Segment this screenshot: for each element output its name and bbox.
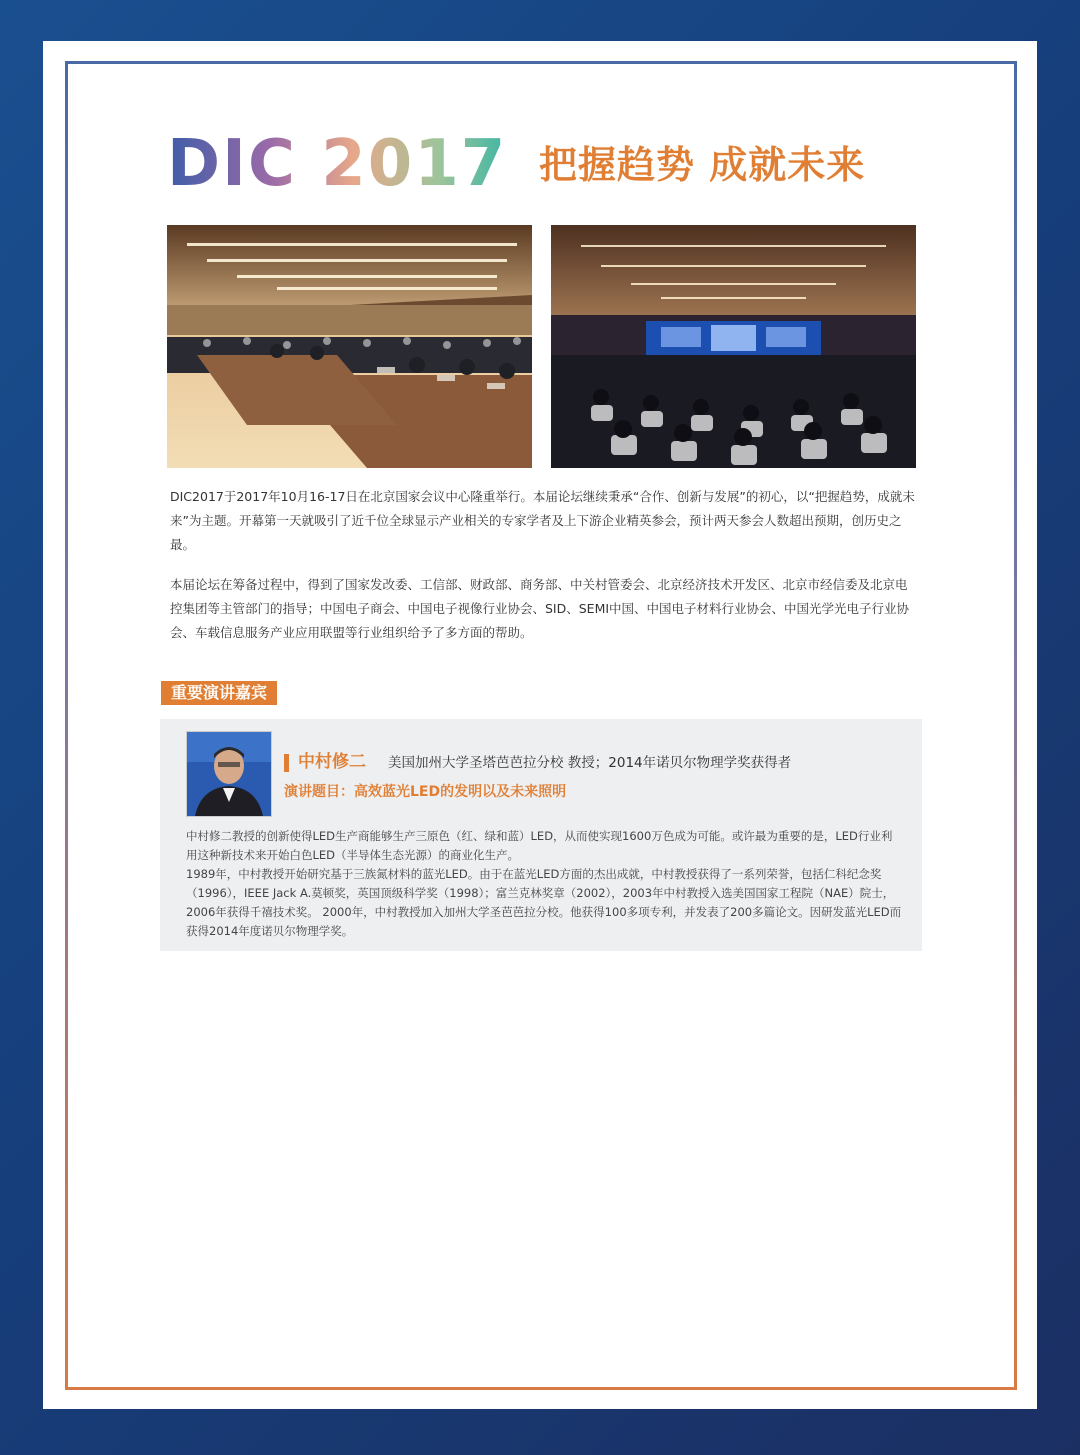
intro-paragraph-1: DIC2017于2017年10月16-17日在北京国家会议中心隆重举行。本届论坛继续秉承“合作、创新与发展”的初心，以“把握趋势，成就未来”为主题。开幕第一天就吸引了近千位全球显示产业相关的专家学者及上下游企业精英参会，预计两天参会人数超出预期，创历史之最。: [170, 489, 915, 552]
event-slogan: 把握趋势 成就未来: [539, 143, 866, 187]
speaker-accent-bar: [284, 754, 289, 772]
section-title: 重要演讲嘉宾: [161, 681, 277, 705]
intro-paragraph-2: 本届论坛在筹备过程中，得到了国家发改委、工信部、财政部、商务部、中关村管委会、北京经济技术开发区、北京市经信委及北京电控集团等主管部门的指导；中国电子商会、中国电子视像行业协会、SID、SEMI中国、中国电子材料行业协会、中国光学光电子行业协会、车载信息服务产业应用联盟等行业组织给予了多方面的帮助。: [170, 577, 910, 640]
event-title: DIC 2017: [167, 127, 508, 201]
brochure-page: [43, 41, 1037, 1409]
speaker-role: 美国加州大学圣塔芭芭拉分校 教授；2014年诺贝尔物理学奖获得者: [388, 755, 792, 771]
speaker-topic: 演讲题目：高效蓝光LED的发明以及未来照明: [284, 784, 567, 800]
conference-hall-photo-1: [167, 225, 532, 468]
speaker-bio-1: 中村修二教授的创新使得LED生产商能够生产三原色（红、绿和蓝）LED，从而使实现1600万色成为可能。或许最为重要的是，LED行业利用这种新技术来开始白色LED（半导体生态光源）的商业化生产。: [186, 829, 893, 862]
speaker-bio-2: 1989年，中村教授开始研究基于三族氮材料的蓝光LED。由于在蓝光LED方面的杰出成就，中村教授获得了一系列荣誉，包括仁科纪念奖（1996），IEEE Jack A.莫顿奖，英国顶级科学奖（1998）；富兰克林奖章（2002），2003年中村教授入选美国国家工程院（NAE）院士，2006年获得千禧技术奖。 2000年，中村教授加入加州大学圣芭芭拉分校。他获得100多项专利，并发表了200多篇论文。因研发蓝光LED而获得2014年度诺贝尔物理学奖。: [186, 867, 902, 938]
header: [167, 129, 927, 199]
speaker-avatar: [186, 731, 272, 817]
speaker-card: [160, 719, 922, 951]
speaker-bio: [186, 827, 902, 941]
conference-hall-photo-2: [551, 225, 916, 468]
speaker-name: 中村修二: [298, 752, 366, 772]
